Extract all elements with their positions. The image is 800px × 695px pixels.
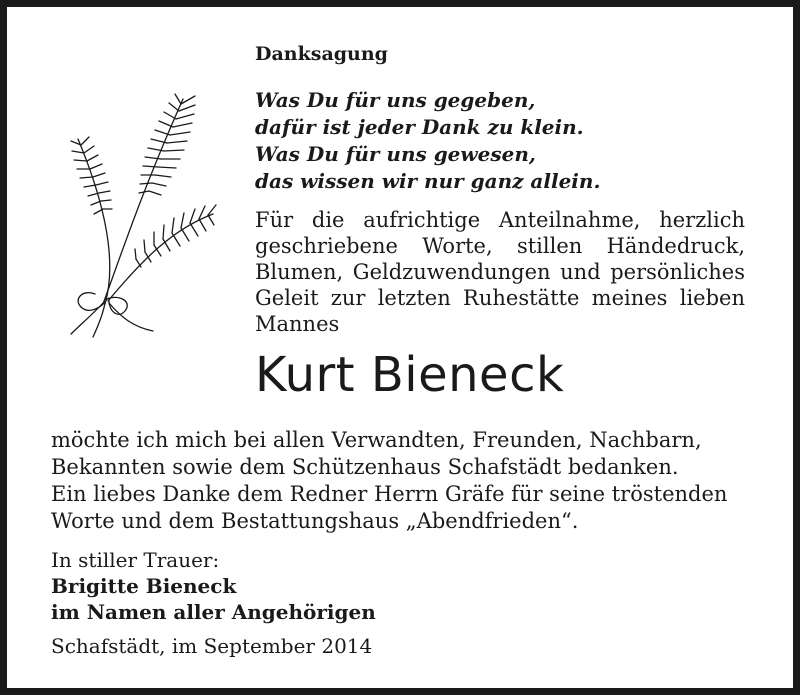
place-date: Schafstädt, im September 2014 [51, 634, 373, 658]
signer-note: im Namen aller Angehörigen [51, 600, 376, 624]
poem-line: Was Du für uns gegeben, [255, 88, 536, 112]
mourning-label: In stiller Trauer: [51, 548, 220, 572]
thanks-paragraph [51, 427, 745, 535]
signature-block [51, 547, 376, 625]
thanks-line: Ein liebes Danke dem Redner Herrn Gräfe für seine tröstenden [51, 482, 728, 506]
poem-verse [255, 87, 600, 195]
thanks-line: möchte ich mich bei allen Verwandten, Freunden, Nachbarn, [51, 428, 702, 452]
thanks-line: Bekannten sowie dem Schützenhaus Schafstädt bedanken. [51, 455, 679, 479]
poem-line: dafür ist jeder Dank zu klein. [255, 115, 584, 139]
deceased-name: Kurt Bieneck [255, 347, 565, 403]
poem-line: das wissen wir nur ganz allein. [255, 169, 601, 193]
intro-paragraph: Für die aufrichtige Anteilnahme, herzlich geschriebene Worte, stillen Händedruck, Blumen, Geldzuwendungen und persönliches Geleit zur letzten Ruhestätte meines lieben Mannes [255, 208, 745, 336]
notice-heading: Danksagung [255, 43, 388, 65]
signer-name: Brigitte Bieneck [51, 574, 237, 598]
thanks-line: Worte und dem Bestattungshaus „Abendfrieden“. [51, 509, 579, 533]
fern-icon [63, 89, 253, 339]
poem-line: Was Du für uns gewesen, [255, 142, 536, 166]
